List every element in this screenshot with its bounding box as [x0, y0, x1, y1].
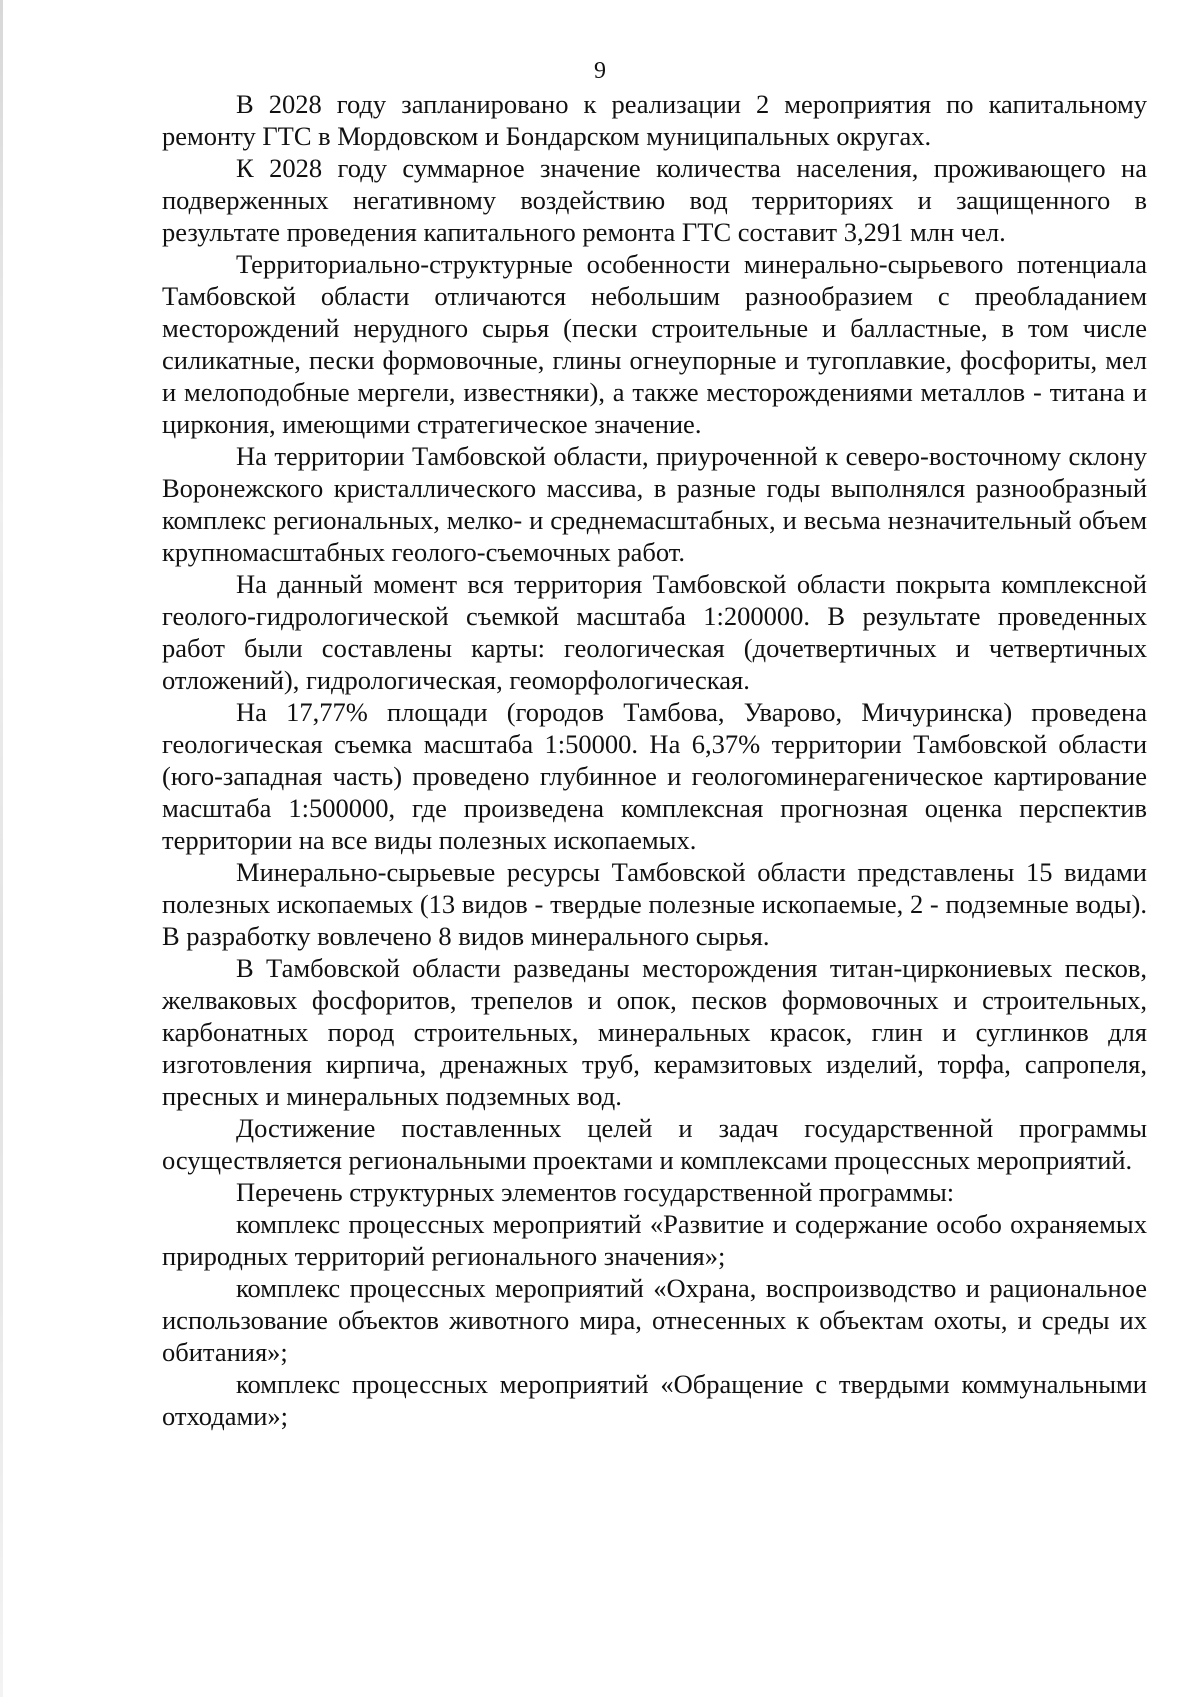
paragraph-deposits: В Тамбовской области разведаны месторождения титан-циркониевых песков, желваковых фосфоритов, трепелов и опок, песков формовочных и строительных, карбонатных пород строительных, минеральных красок, глин и суглинков для изготовления кирпича, дренажных труб, керамзитовых изделий, торфа, сапропеля, пресных и минеральных подземных вод.: [162, 953, 1147, 1111]
paragraph-survey-coverage: На данный момент вся территория Тамбовской области покрыта комплексной геолого-гидрологической съемкой масштаба 1:200000. В результате проведенных работ были составлены карты: геологическая (дочетвертичных и четвертичных отложений), гидрологическая, геоморфологическая.: [162, 569, 1147, 695]
paragraph-survey-scale: На 17,77% площади (городов Тамбова, Уварово, Мичуринска) проведена геологическая съемка масштаба 1:50000. На 6,37% территории Тамбовской области (юго-западная часть) проведено глубинное и геологоминерагеническое картирование масштаба 1:500000, где произведена комплексная прогнозная оценка перспектив территории на все виды полезных ископаемых.: [162, 697, 1147, 855]
list-item-waste-management: комплекс процессных мероприятий «Обращение с твердыми коммунальными отходами»;: [162, 1369, 1147, 1431]
paragraph-gts-repair-2028: В 2028 году запланировано к реализации 2 мероприятия по капитальному ремонту ГТС в Мордовском и Бондарском муниципальных округах.: [162, 89, 1147, 151]
page-number: 9: [594, 58, 606, 84]
paragraph-mineral-potential: Территориально-структурные особенности минерально-сырьевого потенциала Тамбовской области отличаются небольшим разнообразием с преобладанием месторождений нерудного сырья (пески строительные и балластные, в том числе силикатные, пески формовочные, глины огнеупорные и тугоплавкие, фосфориты, мел и мелоподобные мергели, известняки), а также месторождениями металлов - титана и циркония, имеющими стратегическое значение.: [162, 249, 1147, 439]
body-text: [162, 88, 1147, 1432]
paragraph-structural-elements-heading: Перечень структурных элементов государственной программы:: [236, 1177, 955, 1207]
paragraph-goals: Достижение поставленных целей и задач государственной программы осуществляется региональными проектами и комплексами процессных мероприятий.: [162, 1113, 1147, 1175]
list-item-protected-areas: комплекс процессных мероприятий «Развитие и содержание особо охраняемых природных территорий регионального значения»;: [162, 1209, 1147, 1271]
paragraph-mineral-resources: Минерально-сырьевые ресурсы Тамбовской области представлены 15 видами полезных ископаемых (13 видов - твердые полезные ископаемые, 2 - подземные воды). В разработку вовлечено 8 видов минерального сырья.: [162, 857, 1147, 951]
scan-edge: [0, 0, 3, 1697]
list-item-wildlife-protection: комплекс процессных мероприятий «Охрана, воспроизводство и рациональное использование объектов животного мира, отнесенных к объектам охоты, и среды их обитания»;: [162, 1273, 1147, 1367]
paragraph-geological-works: На территории Тамбовской области, приуроченной к северо-восточному склону Воронежского кристаллического массива, в разные годы выполнялся разнообразный комплекс региональных, мелко- и среднемасштабных, и весьма незначительный объем крупномасштабных геолого-съемочных работ.: [162, 441, 1147, 567]
paragraph-population-protected: К 2028 году суммарное значение количества населения, проживающего на подверженных негативному воздействию вод территориях и защищенного в результате проведения капитального ремонта ГТС составит 3,291 млн чел.: [162, 153, 1147, 247]
